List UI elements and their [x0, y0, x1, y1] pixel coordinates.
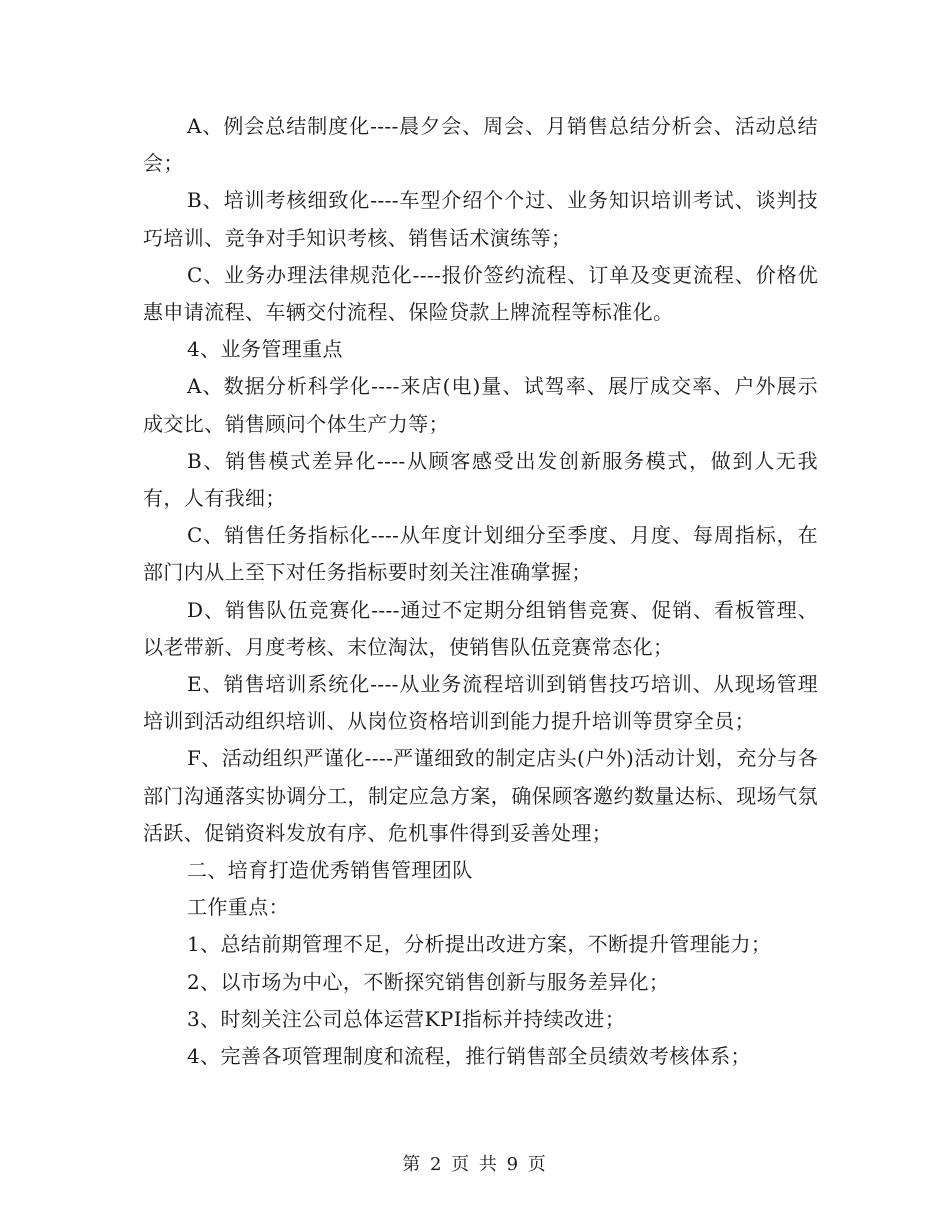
subheading-work-focus: 工作重点： [187, 895, 289, 920]
paragraph-d-sales-team: D、销售队伍竞赛化----通过不定期分组销售竞赛、促销、看板管理、以老带新、月度考核、末位淘汰，使销售队伍竞赛常态化； [143, 597, 818, 659]
section-heading-business-focus: 4、业务管理重点 [187, 337, 343, 362]
page-number-footer: 第 2 页 共 9 页 [402, 1154, 548, 1175]
section-heading-team: 二、培育打造优秀销售管理团队 [187, 858, 473, 883]
paragraph-a-meeting: A、例会总结制度化----晨夕会、周会、月销售总结分析会、活动总结会； [143, 114, 818, 176]
paragraph-f-activity: F、活动组织严谨化----严谨细致的制定店头(户外)活动计划，充分与各部门沟通落实协调分工，制定应急方案，确保顾客邀约数量达标、现场气氛活跃、促销资料发放有序、危机事件得到妥善处理； [143, 746, 818, 845]
paragraph-a-data: A、数据分析科学化----来店(电)量、试驾率、展厅成交率、户外展示成交比、销售顾问个体生产力等； [143, 374, 818, 436]
paragraph-e-sales-training: E、销售培训系统化----从业务流程培训到销售技巧培训、从现场管理培训到活动组织培训、从岗位资格培训到能力提升培训等贯穿全员； [143, 672, 818, 734]
paragraph-b-training: B、培训考核细致化----车型介绍个个过、业务知识培训考试、谈判技巧培训、竞争对手知识考核、销售话术演练等； [143, 188, 818, 250]
list-item-1: 1、总结前期管理不足，分析提出改进方案，不断提升管理能力； [187, 932, 772, 957]
paragraph-c-business: C、业务办理法律规范化----报价签约流程、订单及变更流程、价格优惠申请流程、车辆交付流程、保险贷款上牌流程等标准化。 [143, 262, 818, 325]
document-body [143, 108, 818, 1075]
list-item-2: 2、以市场为中心，不断探究销售创新与服务差异化； [187, 969, 670, 994]
paragraph-c-sales-target: C、销售任务指标化----从年度计划细分至季度、月度、每周指标，在部门内从上至下对任务指标要时刻关注准确掌握； [143, 523, 818, 585]
list-item-3: 3、时刻关注公司总体运营KPI指标并持续改进； [187, 1006, 626, 1031]
list-item-4: 4、完善各项管理制度和流程，推行销售部全员绩效考核体系； [187, 1044, 751, 1069]
paragraph-b-sales-mode: B、销售模式差异化----从顾客感受出发创新服务模式，做到人无我有，人有我细； [143, 448, 818, 511]
